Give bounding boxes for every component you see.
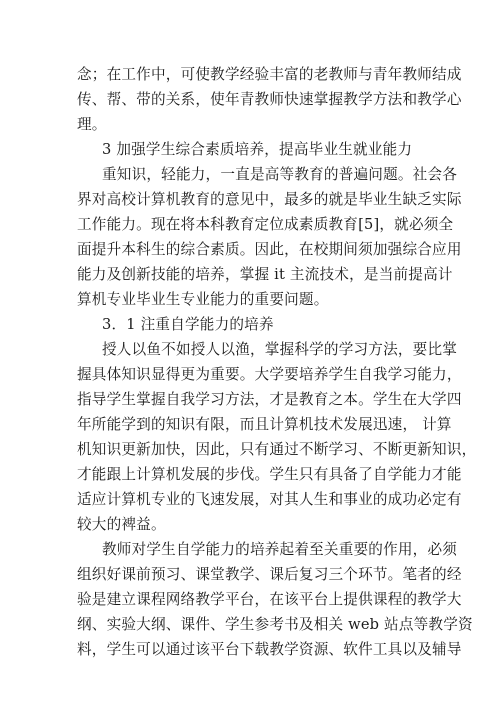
paragraph-line: 能力及创新技能的培养，掌握 it 主流技术，是当前提高计 xyxy=(77,266,453,283)
paragraph-line: 传、帮、带的关系，使年青教师快速掌握教学方法和教学心 xyxy=(77,91,462,108)
paragraph-line: 握具体知识显得更为重要。大学要培养学生自我学习能力， xyxy=(77,366,462,383)
paragraph-line: 机知识更新加快，因此，只有通过不断学习、不断更新知识， xyxy=(77,441,477,458)
paragraph-line: 年所能学到的知识有限，而且计算机技术发展迅速， 计算 xyxy=(77,416,452,433)
subsection-heading: 3．1 注重自学能力的培养 xyxy=(102,316,274,333)
paragraph-line: 授人以鱼不如授人以渔，掌握科学的学习方法，要比掌 xyxy=(102,341,458,358)
paragraph-line: 工作能力。现在将本科教育定位成素质教育[5]，就必须全 xyxy=(77,216,454,233)
section-heading: 3 加强学生综合素质培养，提高毕业生就业能力 xyxy=(102,141,413,158)
paragraph-line: 算机专业毕业生专业能力的重要问题。 xyxy=(77,291,329,308)
paragraph-line: 组织好课前预习、课堂教学、课后复习三个环节。笔者的经 xyxy=(77,566,462,583)
paragraph-line: 面提升本科生的综合素质。因此，在校期间须加强综合应用 xyxy=(77,241,462,258)
paragraph-line: 理。 xyxy=(77,116,107,133)
paragraph-line: 纲、实验大纲、课件、学生参考书及相关 web 站点等教学资 xyxy=(77,616,473,633)
paragraph-line: 教师对学生自学能力的培养起着至关重要的作用，必须 xyxy=(102,541,458,558)
paragraph-line: 念；在工作中，可使教学经验丰富的老教师与青年教师结成 xyxy=(77,66,462,83)
paragraph-line: 指导学生掌握自我学习方法，才是教育之本。学生在大学四 xyxy=(77,391,462,408)
paragraph-line: 较大的裨益。 xyxy=(77,516,166,533)
paragraph-line: 界对高校计算机教育的意见中，最多的就是毕业生缺乏实际 xyxy=(77,191,462,208)
paragraph-line: 重知识，轻能力，一直是高等教育的普遍问题。社会各 xyxy=(102,166,458,183)
paragraph-line: 才能跟上计算机发展的步伐。学生只有具备了自学能力才能 xyxy=(77,466,462,483)
paragraph-line: 料，学生可以通过该平台下载教学资源、软件工具以及辅导 xyxy=(77,641,462,658)
paragraph-line: 适应计算机专业的飞速发展，对其人生和事业的成功必定有 xyxy=(77,491,462,508)
paragraph-line: 验是建立课程网络教学平台，在该平台上提供课程的教学大 xyxy=(77,591,462,608)
